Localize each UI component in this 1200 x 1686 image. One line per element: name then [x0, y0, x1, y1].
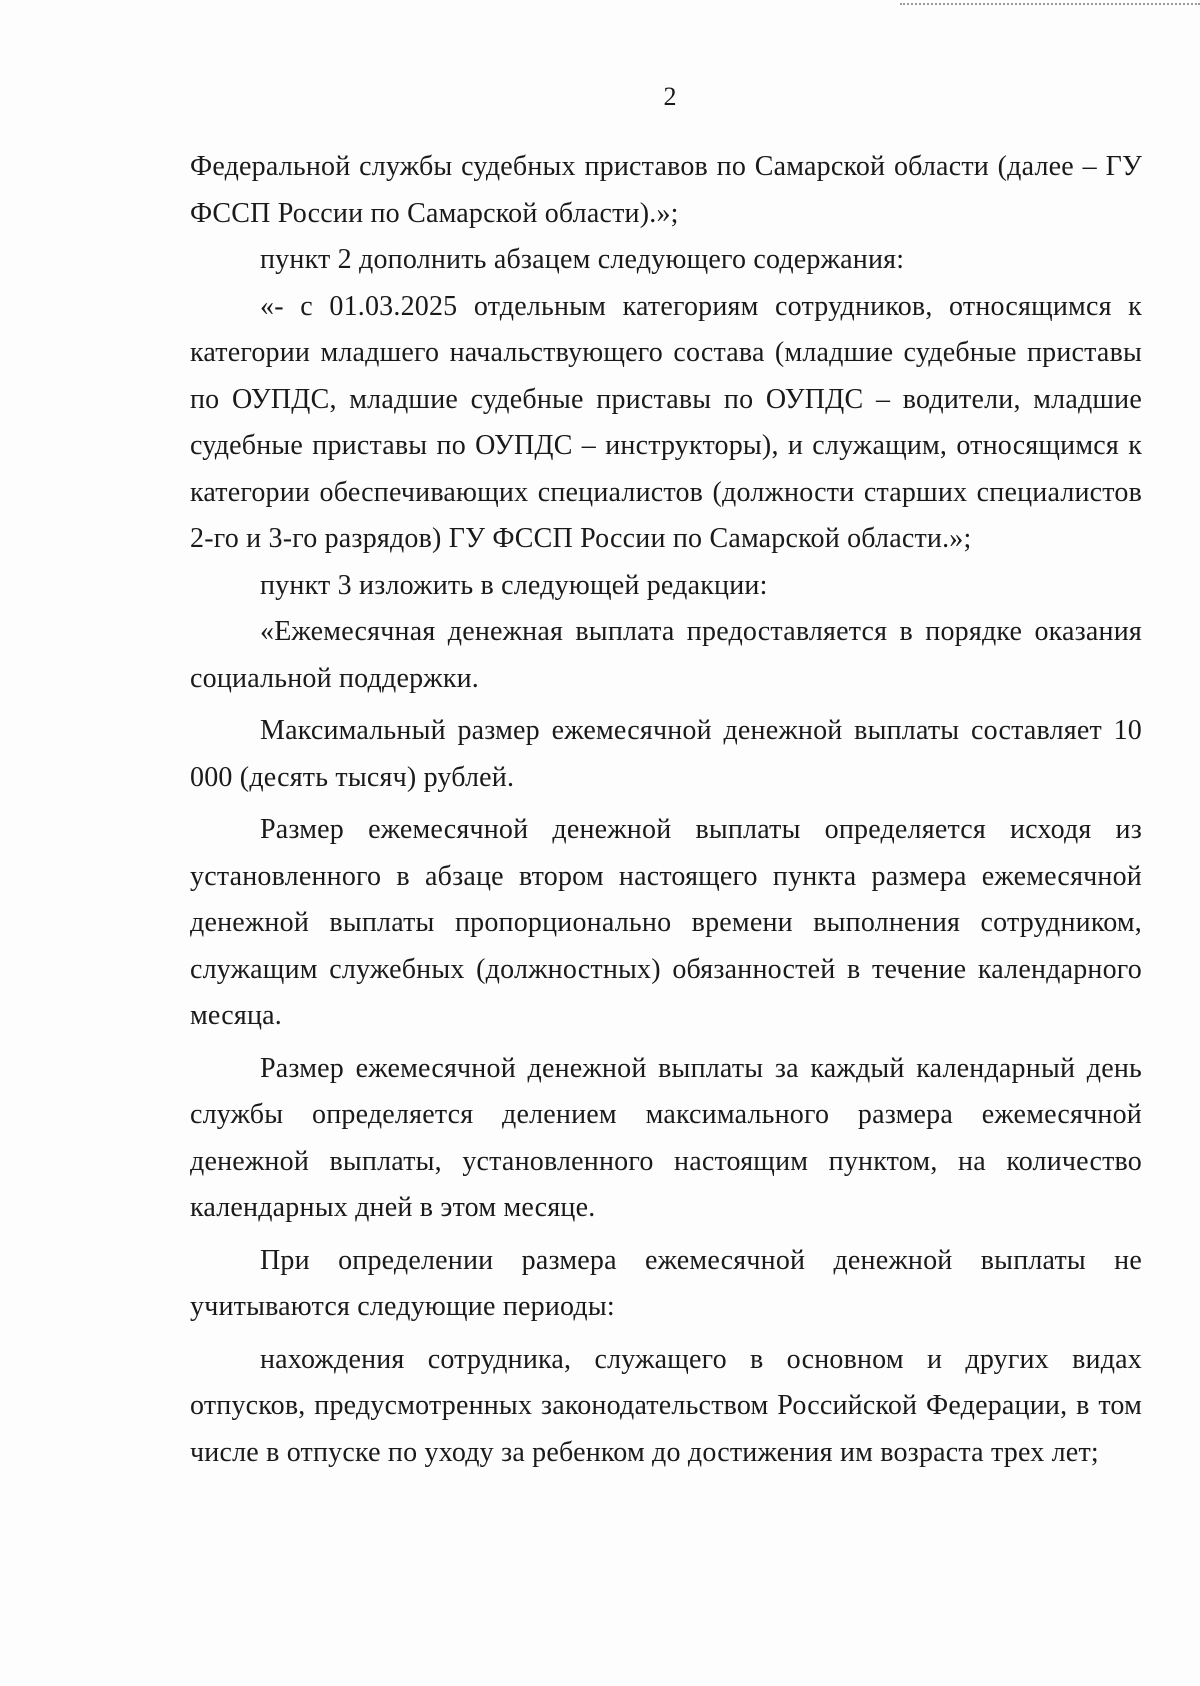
document-body: [190, 144, 1142, 1482]
paragraph-payment-provision: «Ежемесячная денежная выплата предоставляется в порядке оказания социальной поддержки.: [190, 616, 1142, 694]
paragraph-excluded-period-leave: нахождения сотрудника, служащего в основном и других видах отпусков, предусмотренных законодательством Российской Федерации, в том числе в отпуске по уходу за ребенком до достижения им возраста трех лет;: [190, 1343, 1142, 1468]
paragraph-excluded-periods-intro: При определении размера ежемесячной денежной выплаты не учитываются следующие периоды:: [190, 1244, 1142, 1322]
scan-edge-line: [900, 3, 1200, 5]
page-number: 2: [663, 82, 677, 111]
paragraph-continuation: Федеральной службы судебных приставов по Самарской области (далее – ГУ ФССП России по Самарской области).»;: [190, 151, 1142, 229]
paragraph-max-amount: Максимальный размер ежемесячной денежной выплаты составляет 10 000 (десять тысяч) рублей.: [190, 715, 1142, 793]
paragraph-item-2-intro: пункт 2 дополнить абзацем следующего содержания:: [260, 244, 905, 275]
paragraph-item-2-text: «- с 01.03.2025 отдельным категориям сотрудников, относящимся к категории младшего начальствующего состава (младшие судебные приставы по ОУПДС, младшие судебные приставы по ОУПДС – водители, младшие судебные приставы по ОУПДС – инструкторы), и служащим, относящимся к категории обеспечивающих специалистов (должности старших специалистов 2-го и 3-го разрядов) ГУ ФССП России по Самарской области.»;: [190, 290, 1142, 554]
paragraph-daily-amount: Размер ежемесячной денежной выплаты за каждый календарный день службы определяется делением максимального размера ежемесячной денежной выплаты, установленного настоящим пунктом, на количество календарных дней в этом месяце.: [190, 1052, 1142, 1223]
paragraph-item-3-intro: пункт 3 изложить в следующей редакции:: [260, 569, 768, 601]
paragraph-amount-calculation: Размер ежемесячной денежной выплаты определяется исходя из установленного в абзаце втором настоящего пункта размера ежемесячной денежной выплаты пропорционально времени выполнения сотрудником, служащим служебных (должностных) обязанностей в течение календарного месяца.: [190, 814, 1142, 1031]
